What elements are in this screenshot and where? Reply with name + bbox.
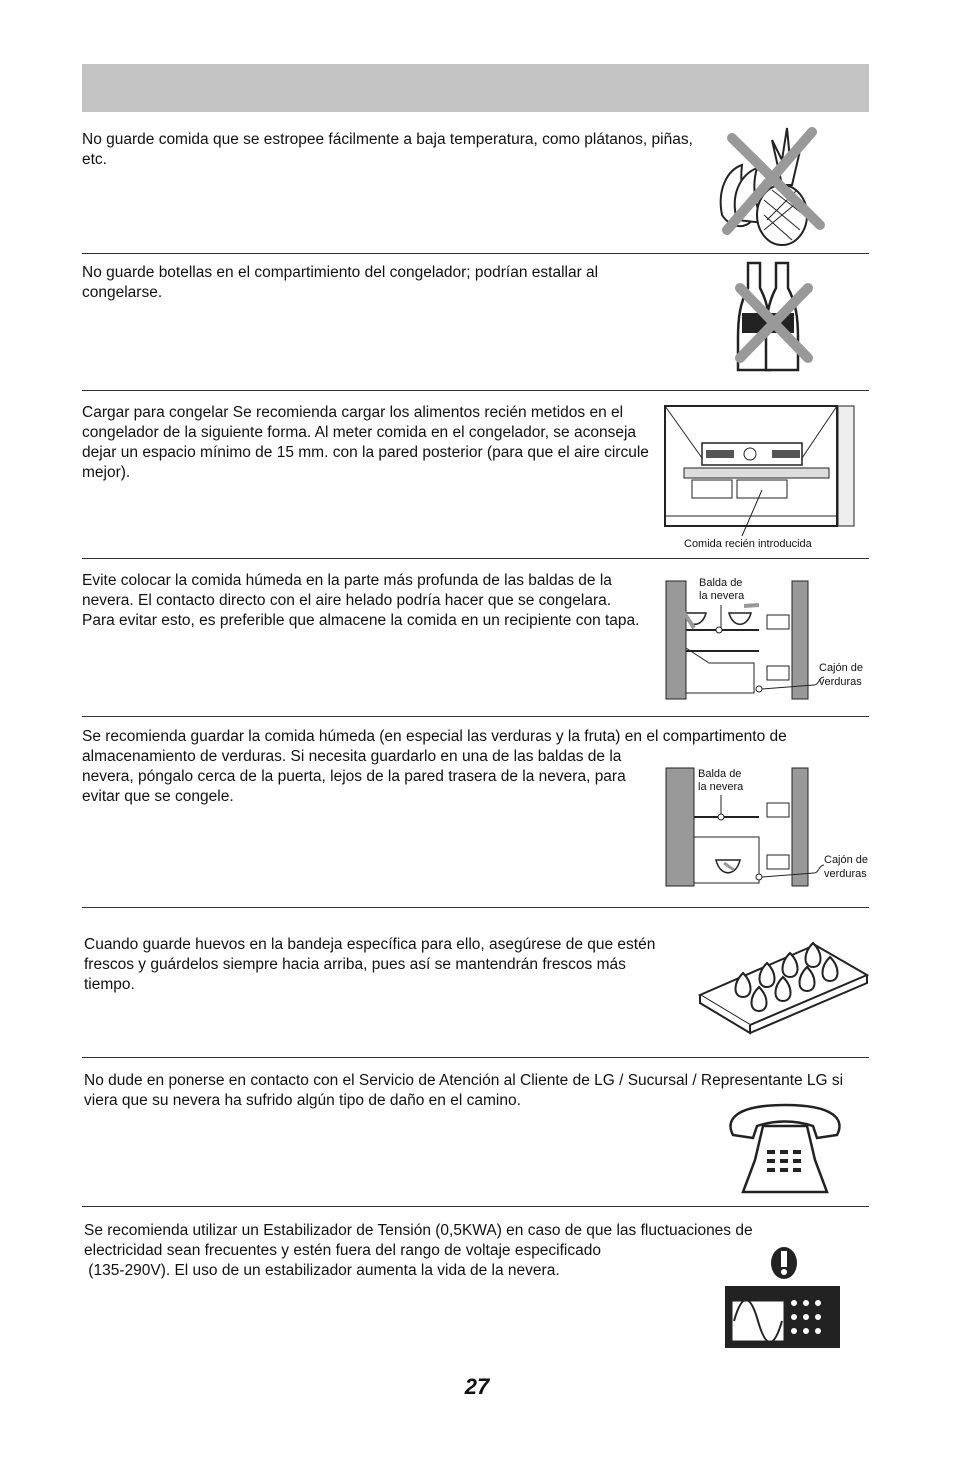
page-number: 27 — [464, 1374, 490, 1399]
label-drawer-1: Cajón de — [819, 662, 864, 674]
tip-8-text-line3: (135-290V). El uso de un estabilizador aumenta la vida de la nevera. — [84, 1262, 560, 1279]
divider — [82, 390, 869, 391]
fruit-prohibited-icon — [712, 120, 832, 250]
tip-7-text: No dude en ponerse en contacto con el Servicio de Atención al Cliente de LG / Sucursal / Representante LG si viera que su nevera ha sufrido algún tipo de daño en el camino. — [84, 1072, 844, 1109]
label-shelf-1: Balda de — [699, 577, 743, 589]
label-drawer-2: verduras — [824, 868, 867, 880]
tip-1-text: No guarde comida que se estropee fácilmente a baja temperatura, como plátanos, piñas, etc. — [82, 131, 693, 168]
label-shelf-2: la nevera — [699, 590, 745, 602]
tip-3-text: Cargar para congelar Se recomienda cargar los alimentos recién metidos en el congelador de la siguiente forma. Al meter comida en el congelador, se aconseja dejar un espacio mínimo de 15 mm. con la pared posterior (para que el aire circule mejor). — [82, 404, 649, 481]
divider — [82, 716, 869, 717]
tip-5-text-rest: almacenamiento de verduras. Si necesita guardarlo en una de las baldas de la nevera, póngalo cerca de la puerta, lejos de la pared trasera de la nevera, para evitar que se congele. — [82, 748, 626, 805]
bottles-prohibited-icon — [728, 258, 823, 380]
shelf-diagram — [664, 765, 874, 890]
tip-5-text-line1: Se recomienda guardar la comida húmeda (en especial las verduras y la fruta) en el compartimento de — [82, 728, 787, 745]
tip-8-text-line1: Se recomienda utilizar un Estabilizador de Tensión (0,5KWA) en caso de que las fluctuaciones de — [84, 1222, 753, 1239]
freezer-loading-diagram — [662, 398, 857, 553]
voltage-stabilizer-icon — [722, 1283, 847, 1353]
tip-2-text: No guarde botellas en el compartimiento del congelador; podrían estallar al congelarse. — [82, 264, 599, 301]
divider — [82, 1206, 869, 1207]
figure-label: Comida recién introducida — [684, 538, 812, 550]
tip-8-text-line2: electricidad sean frecuentes y estén fuera del rango de voltaje especificado — [84, 1242, 601, 1259]
telephone-icon — [725, 1100, 845, 1195]
label-shelf-2: la nevera — [698, 781, 744, 793]
divider — [82, 1057, 869, 1058]
divider — [82, 253, 869, 254]
label-drawer-2: verduras — [819, 676, 862, 688]
tip-4-text: Evite colocar la comida húmeda en la parte más profunda de las baldas de la nevera. El contacto directo con el aire helado podría hacer que se congelara. Para evitar esto, es preferible que almacene la comida en un recipiente con tapa. — [82, 572, 640, 629]
shelf-diagram — [664, 573, 874, 703]
label-drawer-1: Cajón de — [824, 854, 869, 866]
divider — [82, 907, 869, 908]
tip-6-text: Cuando guarde huevos en la bandeja específica para ello, asegúrese de que estén frescos y guárdelos siempre hacia arriba, pues así se mantendrán frescos más tiempo. — [84, 936, 656, 993]
label-shelf-1: Balda de — [698, 768, 742, 780]
egg-tray-icon — [695, 925, 870, 1043]
divider — [82, 558, 869, 559]
header-bar — [82, 64, 869, 112]
